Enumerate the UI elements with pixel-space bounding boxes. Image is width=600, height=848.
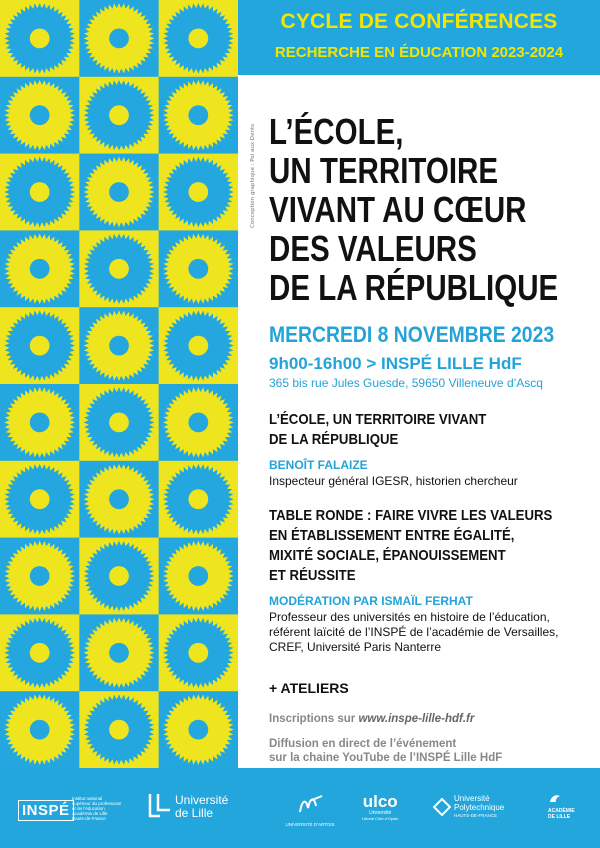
inspe-logo-text: INSPÉ [18, 800, 74, 821]
upoly-logo-text [454, 795, 504, 821]
footer-logos [0, 768, 600, 848]
logo-text-line: HAUTS-DE-FRANCE [454, 813, 498, 818]
universite-lille-logo [148, 792, 174, 825]
registration-info [269, 712, 474, 726]
session-title-line: ET RÉUSSITE [269, 567, 356, 584]
ateliers-label: + ATELIERS [269, 680, 349, 696]
session-2-title [269, 506, 594, 586]
rosette-pattern-graphic [0, 0, 238, 768]
logo-text-line: Polytechnique [454, 802, 505, 812]
session-1-speaker: BENOÎT FALAIZE [269, 458, 368, 472]
session-title-line: EN ÉTABLISSEMENT ENTRE ÉGALITÉ, [269, 527, 515, 544]
design-credit [239, 88, 256, 228]
session-1 [269, 410, 594, 489]
caption-line: supérieur du professorat [72, 801, 121, 806]
caption-line: Université [369, 810, 392, 816]
session-1-role [269, 474, 594, 489]
ulco-logo [362, 794, 398, 821]
marianne-icon [548, 793, 562, 803]
event-time-place: 9h00-16h00 > INSPÉ LILLE HdF [269, 354, 522, 373]
artois-mark-icon [296, 794, 324, 816]
title-line: UN TERRITOIRE [269, 150, 499, 191]
academie-lille-logo [548, 790, 575, 820]
caption-line: Institut national [72, 796, 103, 801]
caption-line: Hauts-de-France [72, 816, 106, 821]
artois-logo-text: UNIVERSITÉ D’ARTOIS [285, 822, 335, 827]
header-band [238, 0, 600, 75]
caption-line: et de l’éducation [72, 806, 105, 811]
role-line: Inspecteur général IGESR, historien chercheur [269, 474, 518, 488]
title-line: DES VALEURS [269, 228, 477, 269]
title-line: L’ÉCOLE, [269, 111, 404, 152]
upoly-logo [433, 798, 451, 821]
session-2-role [269, 610, 594, 655]
caption-line: Littoral Côte d’Opale [362, 816, 399, 821]
event-address: 365 bis rue Jules Guesde, 59650 Villeneuve d’Ascq [269, 376, 543, 390]
logo-text-line: Université [175, 793, 229, 807]
main-title [269, 112, 594, 307]
event-date: MERCREDI 8 NOVEMBRE 2023 [269, 322, 555, 347]
session-title-line: TABLE RONDE : FAIRE VIVRE LES VALEURS [269, 507, 553, 524]
logo-text-line: de Lille [175, 806, 214, 820]
inspe-logo-caption [72, 796, 121, 821]
session-1-title [269, 410, 594, 450]
session-title-line: L’ÉCOLE, UN TERRITOIRE VIVANT [269, 411, 487, 428]
role-line: Professeur des universités en histoire de l’éducation, [269, 610, 550, 624]
role-line: référent laïcité de l’INSPÉ de l’académie de Versailles, [269, 625, 559, 639]
artois-logo [270, 794, 350, 827]
role-line: CREF, Université Paris Nanterre [269, 640, 442, 654]
universite-lille-text [175, 794, 228, 820]
ulco-logo-text: ulco [362, 792, 398, 811]
design-credit-text: Conception graphique : Pol aux Dents [250, 124, 256, 228]
session-title-line: MIXITÉ SOCIALE, ÉPANOUISSEMENT [269, 547, 506, 564]
logo-text-line: ACADÉMIE [548, 808, 575, 814]
broadcast-line: Diffusion en direct de l’événement [269, 738, 457, 750]
session-2-speaker: MODÉRATION PAR ISMAÏL FERHAT [269, 594, 473, 608]
title-line: DE LA RÉPUBLIQUE [269, 267, 559, 308]
registration-prefix: Inscriptions sur [269, 713, 359, 725]
caption-line: Académie de Lille [72, 811, 108, 816]
cycle-subtitle: RECHERCHE EN ÉDUCATION 2023-2024 [274, 44, 564, 61]
logo-text-line: DE LILLE [548, 814, 571, 820]
registration-link[interactable]: www.inspe-lille-hdf.fr [358, 713, 475, 725]
title-line: VIVANT AU CŒUR [269, 189, 527, 230]
upoly-mark-icon [433, 798, 451, 816]
broadcast-line: sur la chaine YouTube de l’INSPÉ Lille HdF [269, 752, 503, 764]
session-2 [269, 506, 594, 655]
broadcast-info [269, 737, 502, 765]
inspe-logo [18, 800, 74, 821]
cycle-title: CYCLE DE CONFÉRENCES [280, 10, 558, 33]
decorative-pattern [0, 0, 238, 768]
lille-mark-icon [148, 792, 174, 820]
logo-text-line: Université [454, 794, 490, 803]
session-title-line: DE LA RÉPUBLIQUE [269, 431, 399, 448]
